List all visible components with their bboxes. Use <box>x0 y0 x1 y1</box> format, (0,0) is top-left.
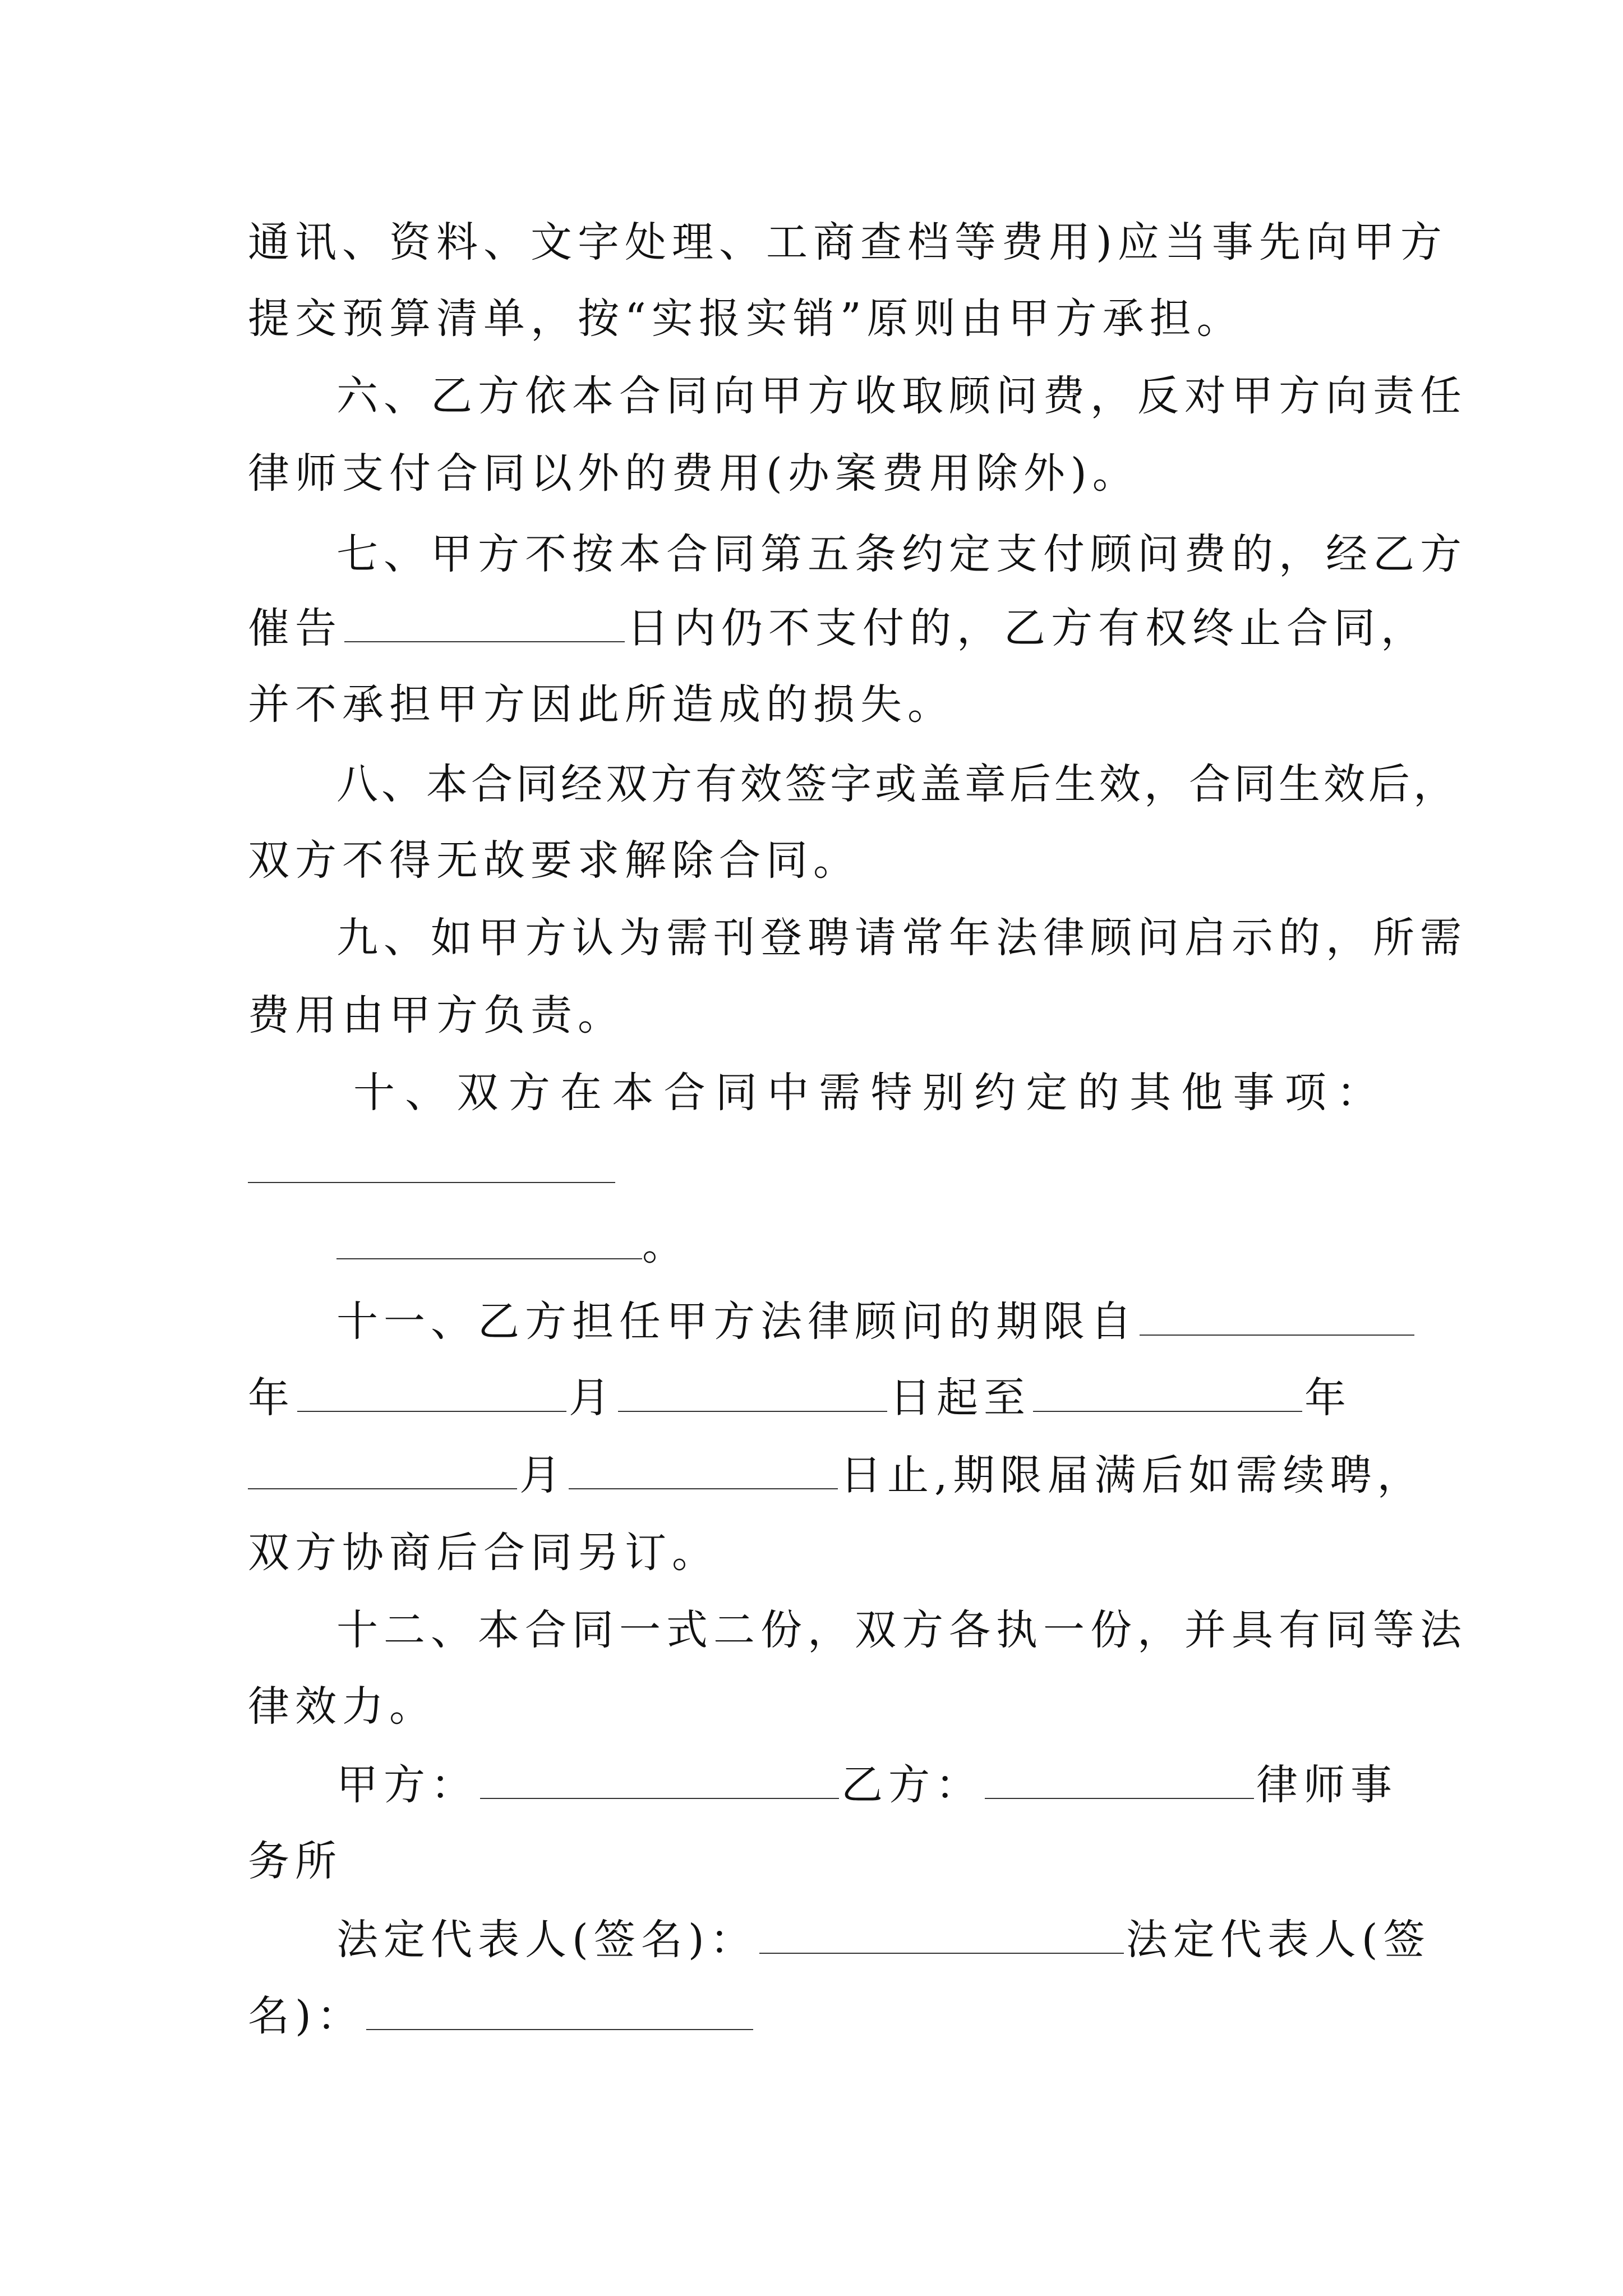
text-line: 年 月 日起至 年 <box>248 1364 1384 1432</box>
text-line: 月 日止,期限届满后如需续聘， <box>248 1442 1384 1509</box>
signature-line: 名)： <box>248 1982 1384 2050</box>
blank-line <box>297 1369 566 1412</box>
blank-line <box>248 1447 517 1489</box>
text-line: 十二、本合同一式二份，双方各执一份，并具有同等法 <box>336 1606 1467 1654</box>
text-line: 通讯、资料、文字处理、工商查档等费用)应当事先向甲方 <box>248 218 1447 266</box>
text-line: 律效力。 <box>248 1682 436 1731</box>
text-line: 务所 <box>248 1837 342 1885</box>
signature-line: 法定代表人(签名)： 法定代表人(签 <box>336 1906 1384 1973</box>
text-line: 双方协商后合同另订。 <box>248 1529 719 1577</box>
blank-line <box>1140 1293 1414 1336</box>
text-line: 六、乙方依本合同向甲方收取顾问费，反对甲方向责任 <box>336 372 1467 420</box>
text-line: 十、双方在本合同中需特别约定的其他事项： <box>353 1069 1384 1117</box>
blank-line <box>366 1987 753 2030</box>
blank-line <box>569 1447 838 1489</box>
blank-line <box>985 1756 1254 1799</box>
text-line: 律师支付合同以外的费用(办案费用除外)。 <box>248 449 1140 498</box>
text-line: 十一、乙方担任甲方法律顾问的期限自 <box>336 1288 1384 1355</box>
text-line: 双方不得无故要求解除合同。 <box>248 836 860 885</box>
text-line: 费用由甲方负责。 <box>248 991 625 1039</box>
blank-line <box>618 1369 887 1412</box>
blank-line <box>759 1911 1124 1954</box>
text-line: 七、甲方不按本合同第五条约定支付顾问费的，经乙方 <box>336 530 1467 578</box>
text-line: 提交预算清单，按“实报实销”原则由甲方承担。 <box>248 295 1244 343</box>
text-line: 并不承担甲方因此所造成的损失。 <box>248 680 955 729</box>
text-line: 。 <box>336 1212 1384 1279</box>
blank-row <box>248 1135 1384 1203</box>
blank-line <box>248 1140 615 1183</box>
blank-line <box>1033 1369 1302 1412</box>
text-line: 九、如甲方认为需刊登聘请常年法律顾问启示的，所需 <box>336 914 1467 962</box>
blank-line <box>336 1217 642 1259</box>
text-line: 催告 日内仍不支付的，乙方有权终止合同， <box>248 595 1384 662</box>
signature-line: 甲方： 乙方： 律师事 <box>336 1751 1384 1819</box>
blank-line <box>344 600 625 642</box>
blank-line <box>480 1756 839 1799</box>
text-line: 八、本合同经双方有效签字或盖章后生效，合同生效后， <box>336 760 1458 808</box>
